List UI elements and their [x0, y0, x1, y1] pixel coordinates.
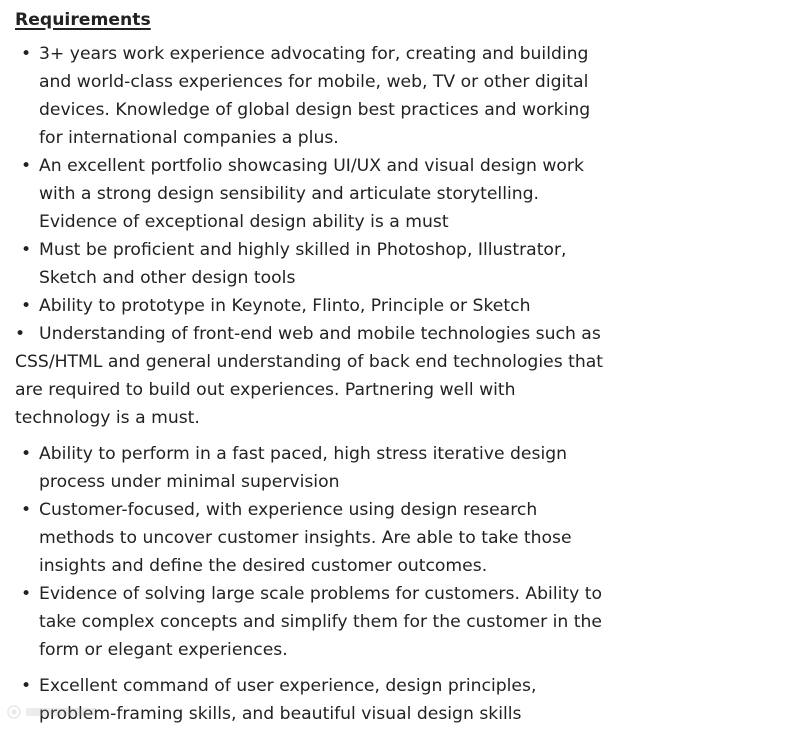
bullet-icon: •: [21, 44, 32, 64]
requirements-list-1: [15, 40, 605, 320]
list-item-text: Evidence of solving large scale problems for customers. Ability to take complex concepts and simplify them for the customer in the form or elegant experiences.: [39, 584, 602, 660]
requirements-heading: Requirements: [15, 10, 151, 30]
watermark-logo-icon: [6, 702, 106, 722]
list-item-text: An excellent portfolio showcasing UI/UX and visual design work with a strong design sensibility and articulate storytelling. Evidence of exceptional design ability is a must: [39, 156, 584, 232]
bullet-icon: •: [21, 500, 32, 520]
list-item: [15, 40, 605, 152]
bullet-icon: •: [21, 584, 32, 604]
list-item: [15, 496, 605, 580]
paragraph-text: Understanding of front-end web and mobile technologies such as CSS/HTML and general understanding of back end technologies that are required to build out experiences. Partnering well with technology is a must.: [15, 324, 604, 428]
bullet-icon: •: [21, 156, 32, 176]
inline-bullet-paragraph: [15, 320, 605, 432]
bullet-icon: •: [21, 676, 32, 696]
spacer: [15, 664, 605, 672]
requirements-list-2: [15, 440, 605, 664]
list-item-text: Customer-focused, with experience using design research methods to uncover customer insights. Are able to take those insights and define the desired customer outcomes.: [39, 500, 572, 576]
list-item: [15, 580, 605, 664]
spacer: [15, 432, 605, 440]
list-item: [15, 440, 605, 496]
list-item-text: Ability to prototype in Keynote, Flinto, Principle or Sketch: [39, 296, 531, 316]
list-item-text: 3+ years work experience advocating for, creating and building and world-class experiences for mobile, web, TV or other digital devices. Knowledge of global design best practices and working for international companies a plus.: [39, 44, 591, 148]
bullet-icon: •: [21, 240, 32, 260]
list-item: [15, 236, 605, 292]
list-item-text: Ability to perform in a fast paced, high stress iterative design process under minimal supervision: [39, 444, 568, 492]
bullet-icon: •: [15, 324, 26, 344]
list-item: [15, 292, 605, 320]
requirements-document: [15, 6, 605, 728]
bullet-icon: •: [21, 444, 32, 464]
list-item-text: Must be proficient and highly skilled in Photoshop, Illustrator, Sketch and other design tools: [39, 240, 567, 288]
list-item-text: Excellent command of user experience, design principles, problem-framing skills, and beautiful visual design skills: [39, 676, 537, 724]
watermark-logo: [6, 702, 106, 722]
bullet-icon: •: [21, 296, 32, 316]
list-item: [15, 152, 605, 236]
